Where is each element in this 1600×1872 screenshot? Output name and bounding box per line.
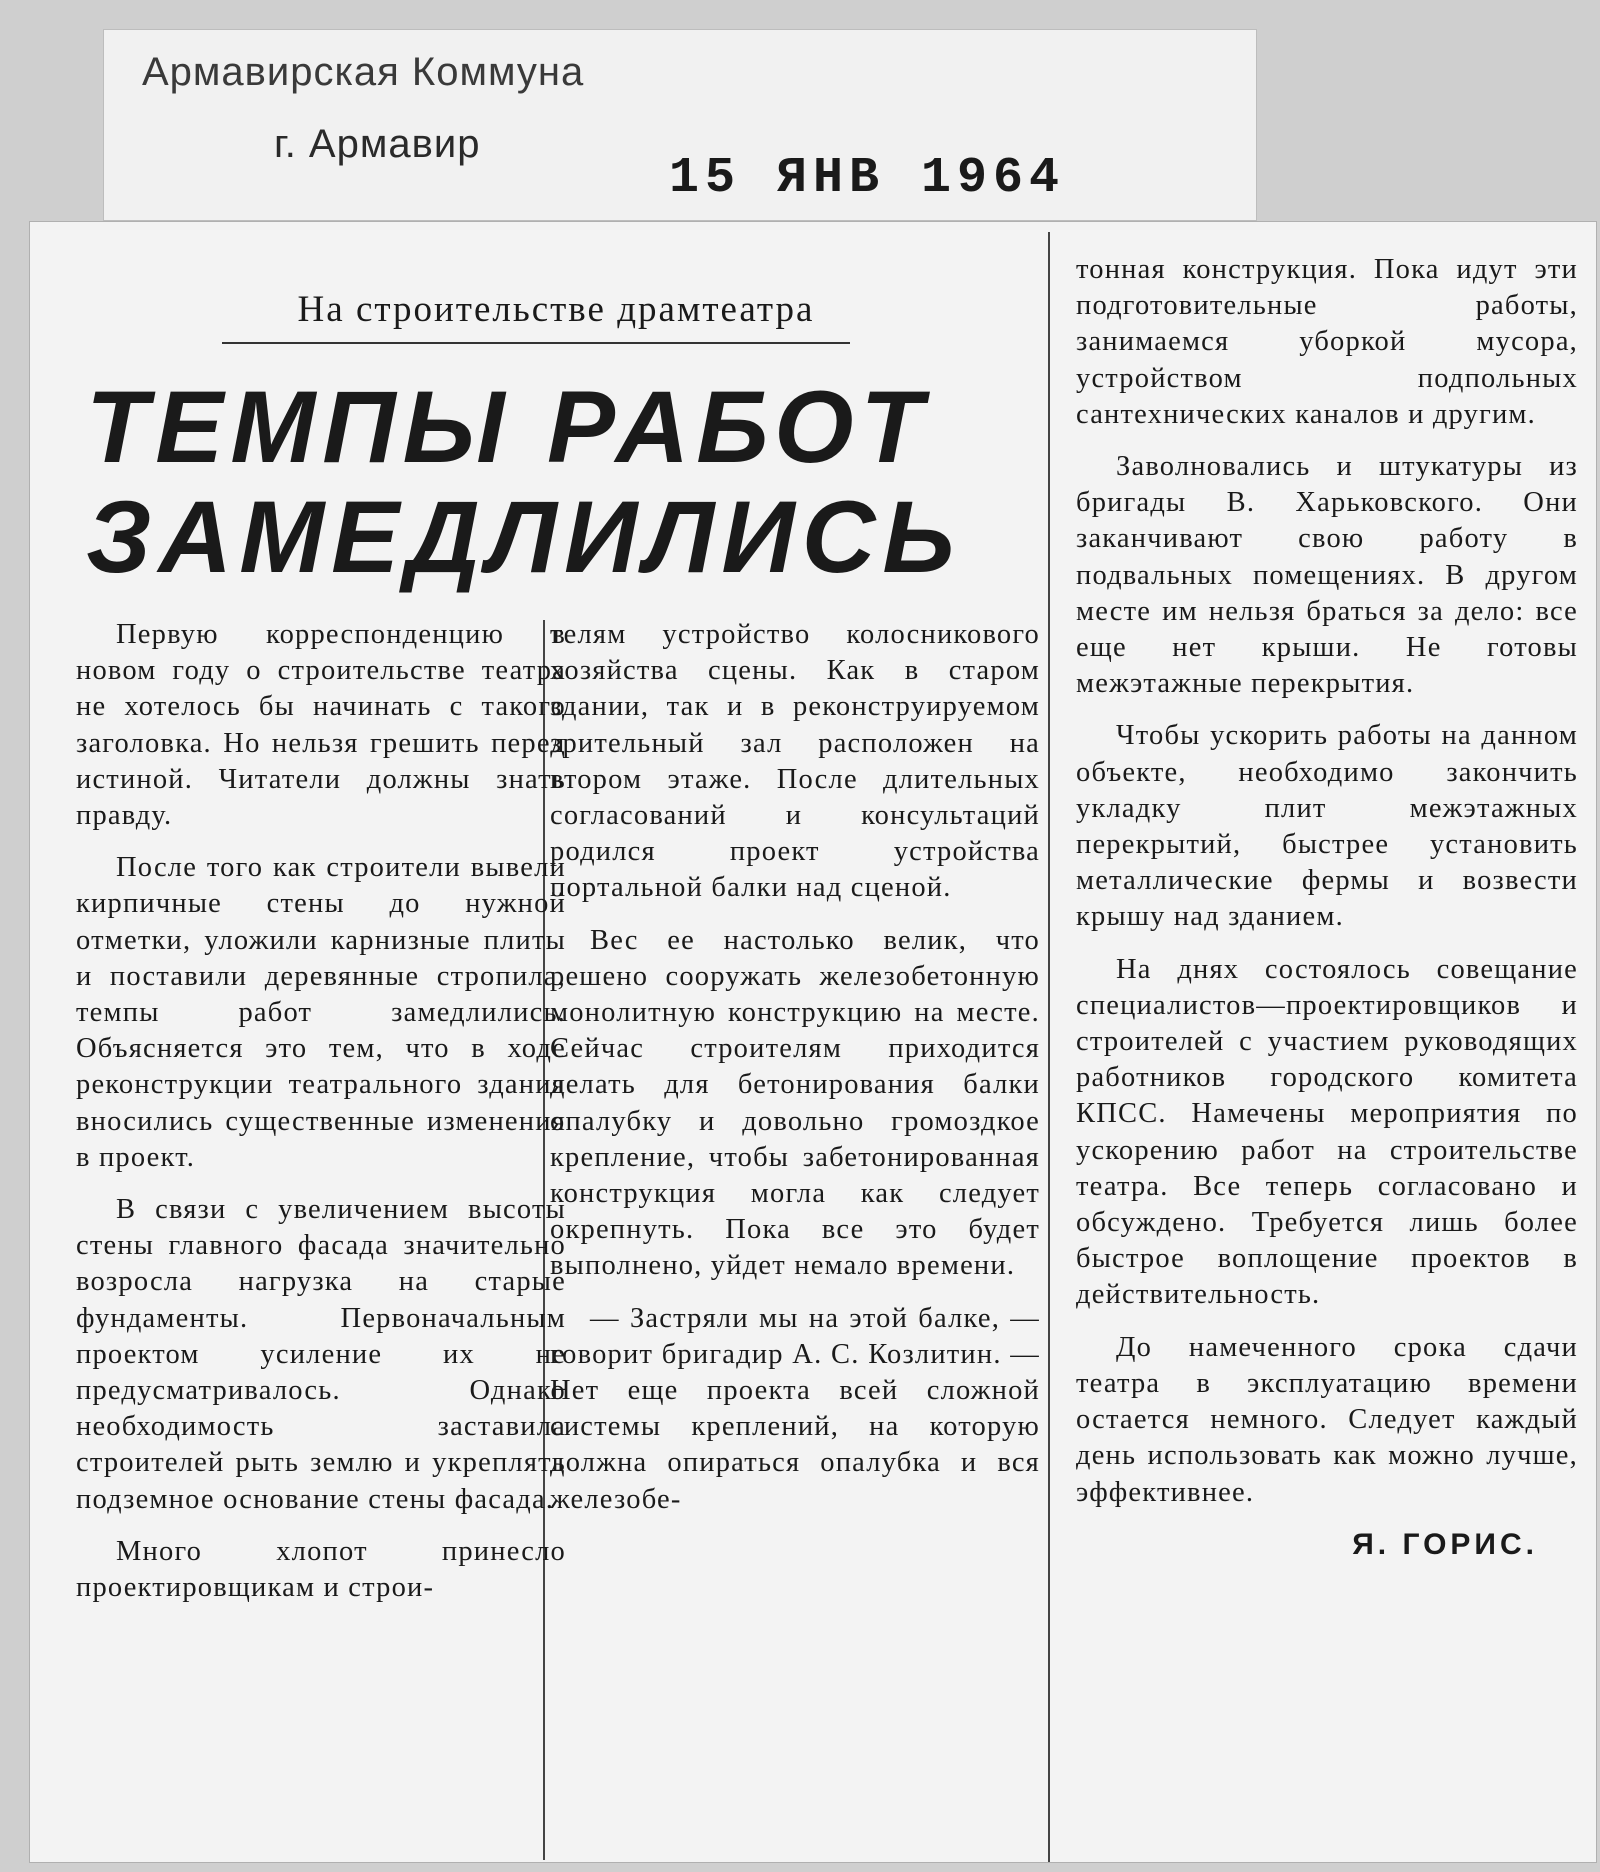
paragraph: Чтобы ускорить работы на данном объекте, необходимо закончить укладку плит межэтажных перекрытий, быстрее установить металлические фермы и возвести крышу над зданием. [1076,720,1578,933]
column-divider [1048,232,1050,1862]
rubric: На строительстве драмтеатра [297,289,815,330]
paragraph: Вес ее настолько велик, что решено сооружать железобетонную монолитную конструкцию на месте. Сейчас строителям приходится делать для бетонирования балки опалубку и довольно громоздкое крепление, чтобы забетонированная конструкция могла как следует окрепнуть. Пока все это будет выполнено, уйдет немало времени. [550,924,1040,1282]
paragraph: телям устройство колосникового хозяйства сцены. Как в старом здании, так и в реконструируемом зрительный зал расположен на втором этаже. После длительных согласований и консультаций родился проект устройства портальной балки над сценой. [550,619,1040,904]
newspaper-clipping [30,222,1596,1862]
paragraph: В связи с увеличением высоты стены главного фасада значительно возросла нагрузка на старые фундаменты. Первоначальным проектом усиление их не предусматривалось. Однако необходимость заставила строителей рыть землю и укреплять подземное основание стены фасада. [76,1194,566,1515]
article-column-3 [1076,252,1578,1563]
paragraph: Первую корреспонденцию в новом году о строительстве театра не хотелось бы начинать с такого заголовка. Но нельзя грешить перед истиной. Читатели должны знать правду. [76,619,566,832]
paragraph: Много хлопот принесло проектировщикам и строи- [76,1535,566,1604]
paragraph: До намеченного срока сдачи театра в эксплуатацию времени остается немного. Следует каждый день использовать как можно лучше, эффективнее. [1076,1331,1578,1508]
newspaper-name: Армавирская Коммуна [142,50,585,94]
paragraph: — Застряли мы на этой балке, — говорит бригадир А. С. Козлитин. — Нет еще проекта всей сложной системы креплений, на которую должна опираться опалубка и вся железобе- [550,1302,1040,1515]
rubric-underline [222,342,850,344]
paragraph: На днях состоялось совещание специалистов—проектировщиков и строителей с участием руководящих работников городского комитета КПСС. Намечены мероприятия по ускорению работ на строительстве театра. Все теперь согласовано и обсуждено. Требуется лишь более быстрое воплощение проектов в действительность. [1076,953,1578,1311]
paragraph: Заволновались и штукатуры из бригады В. Харьковского. Они заканчивают свою работу в подвальных помещениях. В другом месте им нельзя браться за дело: все еще нет крыши. Не готовы межэтажные перекрытия. [1076,451,1578,700]
article-column-2 [550,617,1040,1534]
library-stamp [104,30,1256,220]
paragraph: После того как строители вывели кирпичные стены до нужной отметки, уложили карнизные плиты и поставили деревянные стропила, темпы работ замедлились. Объясняется это тем, что в ходе реконструкции театрального здания вносились существенные изменения в проект. [76,852,566,1173]
headline-line-2: ЗАМЕДЛИЛИСЬ [86,480,962,594]
newspaper-city: г. Армавир [274,122,481,166]
author-signature: Я. ГОРИС. [1352,1527,1538,1561]
headline [86,372,1046,592]
article-column-1 [76,617,566,1622]
headline-line-1: ТЕМПЫ РАБОТ [86,370,930,484]
stamp-date: 15 ЯНВ 1964 [669,150,1066,207]
paragraph: тонная конструкция. Пока идут эти подготовительные работы, занимаемся уборкой мусора, устройством подпольных сантехнических каналов и другим. [1076,254,1578,430]
